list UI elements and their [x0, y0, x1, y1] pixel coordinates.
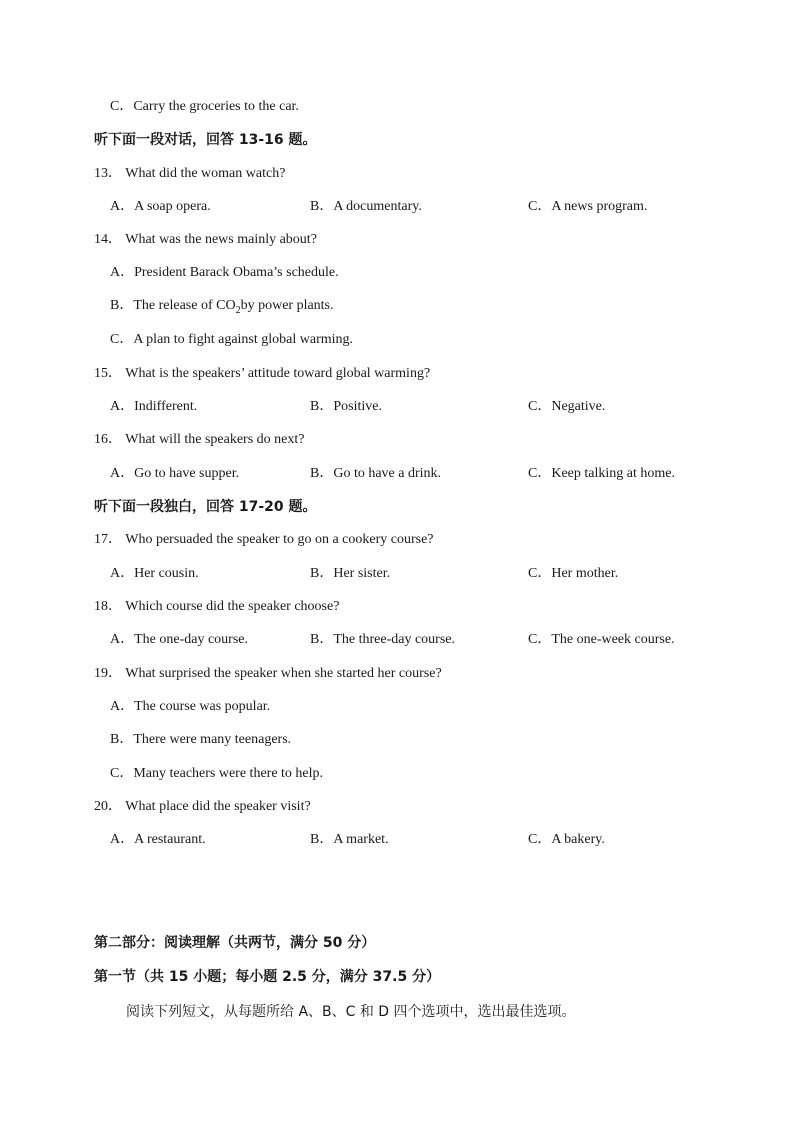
- q16-option-a: A．Go to have supper.: [110, 466, 240, 481]
- question-14: 14． What was the news mainly about?: [94, 232, 317, 247]
- q14-option-c: C．A plan to fight against global warming.: [110, 332, 354, 347]
- q13-option-b: B．A documentary.: [310, 199, 422, 214]
- q18-option-b: B．The three-day course.: [310, 632, 455, 647]
- question-15: 15． What is the speakers’ attitude toward global warming?: [94, 366, 431, 381]
- question-16: 16． What will the speakers do next?: [94, 432, 305, 447]
- q19-option-c: C．Many teachers were there to help.: [110, 766, 324, 781]
- q13-option-c: C．A news program.: [528, 199, 648, 214]
- q14-option-b-text-end: by power plants.: [240, 298, 334, 313]
- q20-option-b: B．A market.: [310, 832, 389, 847]
- q15-option-b: B．Positive.: [310, 399, 382, 414]
- question-17: 17． Who persuaded the speaker to go on a cookery course?: [94, 532, 434, 547]
- question-13: 13． What did the woman watch?: [94, 166, 286, 181]
- q14-option-b-text: B．The release of CO: [110, 298, 236, 313]
- q19-option-b: B．There were many teenagers.: [110, 732, 292, 747]
- q16-option-c: C．Keep talking at home.: [528, 466, 675, 481]
- question-18: 18． Which course did the speaker choose?: [94, 599, 340, 614]
- q17-option-a: A．Her cousin.: [110, 566, 199, 581]
- question-20: 20． What place did the speaker visit?: [94, 799, 311, 814]
- q15-option-a: A．Indifferent.: [110, 399, 198, 414]
- section-one-heading: 第一节（共 15 小题；每小题 2.5 分，满分 37.5 分）: [94, 969, 441, 985]
- q18-option-a: A．The one-day course.: [110, 632, 249, 647]
- q14-option-a: A．President Barack Obama’s schedule.: [110, 265, 339, 280]
- section-heading-13-16: 听下面一段对话，回答 13-16 题。: [94, 132, 317, 148]
- q20-option-c: C．A bakery.: [528, 832, 605, 847]
- section-heading-17-20: 听下面一段独白，回答 17-20 题。: [94, 499, 317, 515]
- q15-option-c: C．Negative.: [528, 399, 606, 414]
- q13-option-a: A．A soap opera.: [110, 199, 211, 214]
- q17-option-b: B．Her sister.: [310, 566, 391, 581]
- q12-option-c: C．Carry the groceries to the car.: [110, 99, 299, 114]
- q20-option-a: A．A restaurant.: [110, 832, 206, 847]
- q14-option-b: [110, 297, 334, 315]
- q19-option-a: A．The course was popular.: [110, 699, 271, 714]
- q18-option-c: C．The one-week course.: [528, 632, 675, 647]
- q17-option-c: C．Her mother.: [528, 566, 619, 581]
- question-19: 19． What surprised the speaker when she started her course?: [94, 666, 442, 681]
- q14-option-b-subscript: 2: [235, 304, 241, 316]
- q16-option-b: B．Go to have a drink.: [310, 466, 442, 481]
- part-two-heading: 第二部分：阅读理解（共两节，满分 50 分）: [94, 935, 376, 951]
- reading-instructions: 阅读下列短文，从每题所给 A、B、C 和 D 四个选项中，选出最佳选项。: [126, 1004, 576, 1020]
